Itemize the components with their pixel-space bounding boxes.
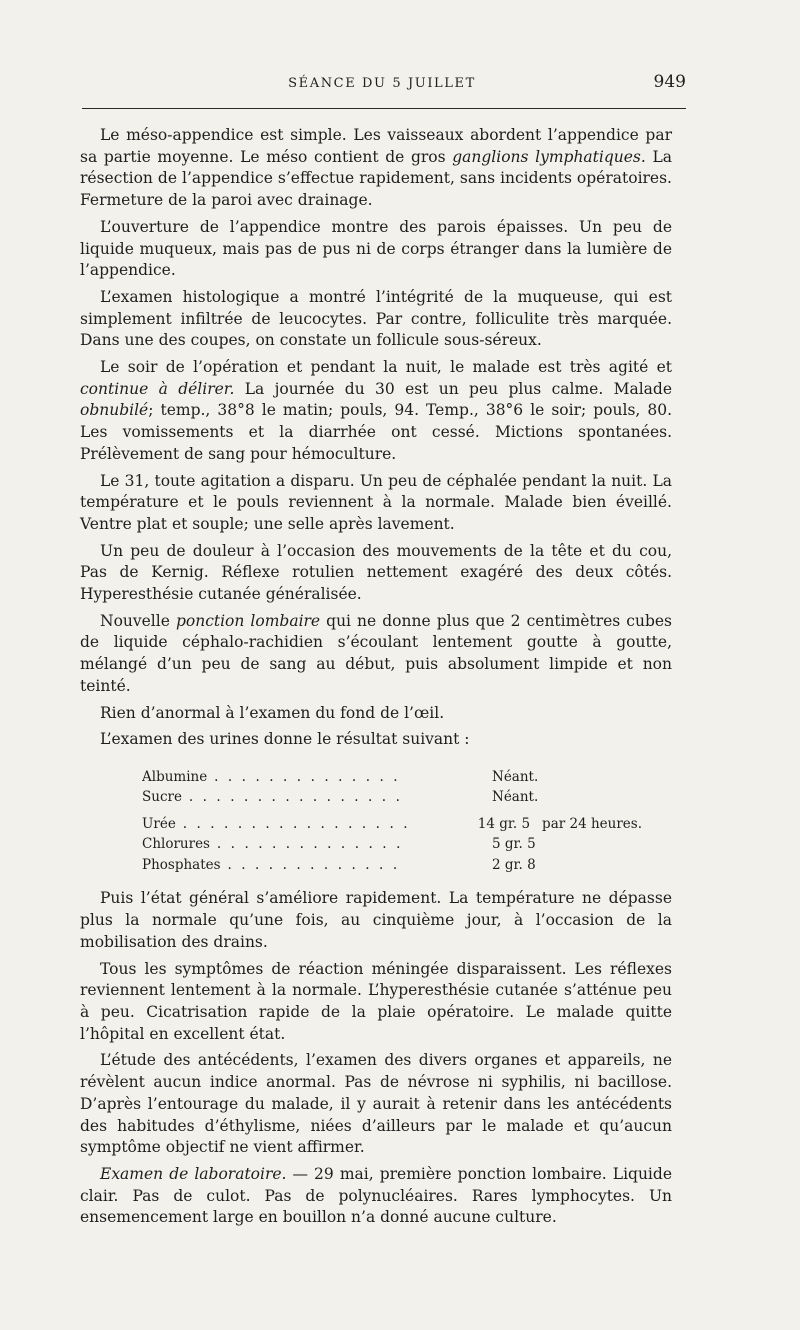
text-run: La résection de l’appendice s’effectue rapidement, sans incidents opératoires. Fermeture de la paroi avec drainage. [80,147,673,210]
table-row [142,834,642,855]
row-label: Albumine [142,768,208,785]
row-note: par 24 heures. [542,815,642,832]
text-run: L’ouverture de l’appendice montre des parois épaisses. Un peu de liquide muqueux, mais pas de pus ni de corps étranger dans la lumière de l’appendice. [80,217,672,280]
page-body [80,125,672,1229]
text-run: Le méso-appendice est simple. Les vaisseaux abordent l’appendice par sa partie moyenne. Le méso contient de gros [80,126,672,166]
text-run: Puis l’état général s’améliore rapidement. La température ne dépasse plus la normale qu’une fois, au cinquième jour, à l’occasion de la mobilisation des drains. [80,889,672,951]
page-number: 949 [653,72,686,92]
italic-text: Examen de laboratoire. [100,1164,287,1183]
paragraph [80,1050,672,1159]
row-label: Sucre [142,789,182,806]
text-run: Rien d’anormal à l’examen du fond de l’œil. [100,703,445,722]
text-run: Tous les symptômes de réaction méningée disparaissent. Les réflexes reviennent lentement à la normale. L’hyperesthésie cutanée s’atténue peu à peu. Cicatrisation rapide de la plaie opératoire. Le malade quitte l’hôpital en excellent état. [80,959,672,1043]
text-run: L’étude des antécédents, l’examen des divers organes et appareils, ne révèlent aucun indice anormal. Pas de névrose ni syphilis, ni bacillose. D’après l’entourage du malade, il y aurait à retenir dans les antécédents des habitudes d’éthylisme, niées d’ailleurs par le malade et qu’aucun symptôme objectif ne vient affirmer. [80,1051,672,1157]
text-run: qui ne donne plus que 2 centimètres cubes de liquide céphalo-rachidien s’écoulant lentement goutte à goutte, mélangé d’un peu de sang au début, puis absolument limpide et non teinté. [80,611,672,695]
paragraph [80,703,672,725]
text-run: Un peu de douleur à l’occasion des mouvements de la tête et du cou, Pas de Kernig. Réflexe rotulien nettement exagéré des deux côtés. Hyperesthésie cutanée généralisée. [80,541,672,604]
paragraph [80,287,672,352]
paragraph [80,729,672,751]
text-block-before [80,125,672,751]
text-run: L’examen des urines donne le résultat suivant : [100,730,470,749]
session-title: SÉANCE DU 5 JUILLET [288,76,476,91]
paragraph [80,217,672,282]
text-run: L’examen histologique a montré l’intégrité de la muqueuse, qui est simplement infiltrée de leucocytes. Par contre, folliculite très marquée. Dans une des coupes, on constate un follicule sous-séreux. [80,287,672,350]
table-row [142,767,642,788]
italic-text: continue à délirer. [80,379,235,398]
leader-dots: . . . . . . . . . . . . . [220,856,400,873]
paragraph [80,471,672,536]
row-label-cell [142,787,492,808]
text-run: Le soir de l’opération et pendant la nuit, le malade est très agité et [100,358,672,377]
row-label-cell [142,814,478,835]
text-run: — 29 mai, première ponction lombaire. Liquide clair. Pas de culot. Pas de polynucléaires. Rares lymphocytes. Un ensemencement large en bouillon n’a donné aucune culture. [80,1164,672,1227]
header-rule [82,108,686,109]
italic-text: ponction lombaire [175,611,321,630]
row-label: Urée [142,815,176,832]
text-run: Le 31, toute agitation a disparu. Un peu de céphalée pendant la nuit. La température et le pouls reviennent à la normale. Malade bien éveillé. Ventre plat et souple; une selle après lavement. [80,471,672,533]
leader-dots: . . . . . . . . . . . . . . [210,836,403,853]
leader-dots: . . . . . . . . . . . . . . . . [181,789,403,806]
italic-text: ganglions lymphatiques. [452,147,646,166]
row-value: 14 gr. 5 [477,815,531,832]
row-label: Phosphates [142,856,221,873]
row-label-cell [142,767,492,788]
urine-results-table [142,767,642,876]
italic-text: obnubilé [80,401,149,420]
leader-dots: . . . . . . . . . . . . . . . . . [175,815,411,832]
text-run: La journée du 30 est un peu plus calme. Malade [234,379,672,398]
text-block-after [80,888,672,1229]
paragraph [80,888,672,953]
row-label-cell [142,855,492,876]
paragraph [80,125,672,212]
text-run: Nouvelle [100,611,176,630]
row-value: Néant. [492,768,539,785]
leader-dots: . . . . . . . . . . . . . . [207,768,401,785]
paragraph [80,541,672,606]
table-row [142,787,642,808]
table-row [142,814,642,835]
row-label: Chlorures [142,836,210,853]
row-value: 5 gr. 5 [492,836,536,853]
row-label-cell [142,834,492,855]
table-row [142,855,642,876]
text-run: ; temp., 38°8 le matin; pouls, 94. Temp., 38°6 le soir; pouls, 80. Les vomissements et la diarrhée ont cessé. Mictions spontanées. Prélèvement de sang pour hémoculture. [80,401,672,463]
running-head [78,70,686,96]
row-value: 2 gr. 8 [492,856,536,873]
paragraph [80,1164,672,1229]
paragraph [80,611,672,698]
paragraph [80,357,672,466]
row-value: Néant. [492,789,539,806]
paragraph [80,959,672,1046]
